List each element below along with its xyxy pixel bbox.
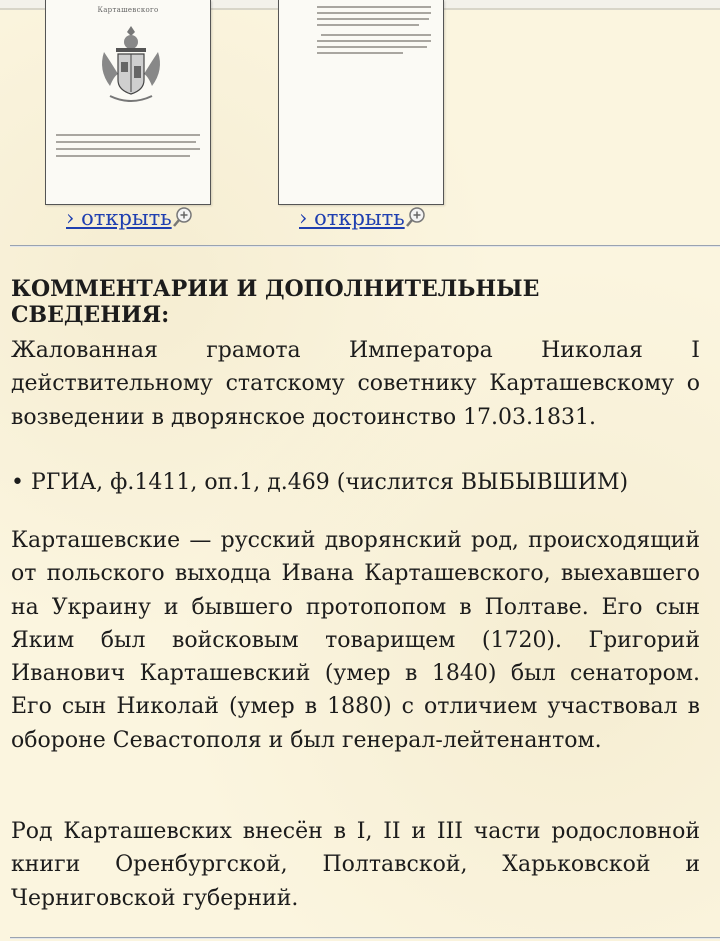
open-scan-link[interactable] [299,206,427,234]
family-history-paragraph: Карташевские — русский дворянский род, происходящий от польского выходца Ивана Карташевского, выехавшего на Украину и бывшего протопопом в Полтаве. Его сын Яким был войсковым товарищем (1720). Григорий Иванович Карташевский (умер в 1840) был сенатором. Его сын Николай (умер в 1880) с отличием участвовал в обороне Севастополя и был генерал-лейтенантом. [11,528,700,753]
open-link-label: › открыть [66,206,172,230]
genealogy-paragraph: Род Карташевских внесён в I, II и III части родословной книги Оренбургской, Полтавской, Харьковской и Черниговской губерний. [11,819,700,911]
comments-heading: КОММЕНТАРИИ И ДОПОЛНИТЕЛЬНЫЕ СВЕДЕНИЯ: [11,276,540,328]
archive-reference: • РГИА, ф.1411, оп.1, д.469 (числится ВЫБЫВШИМ) [11,470,629,495]
scan-header-text: Карташевского [97,6,159,14]
section-divider [10,245,720,247]
coat-of-arms-image [96,22,166,122]
text-page-scan-thumbnail[interactable] [278,0,444,205]
coat-of-arms-scan-thumbnail[interactable] [45,0,211,205]
grant-paragraph: Жалованная грамота Императора Николая I действительному статскому советнику Карташевскому о возведении в дворянское достоинство 17.03.1831. [11,338,700,430]
zoom-in-icon [172,206,194,228]
open-link-label: › открыть [299,206,405,230]
zoom-in-icon [405,206,427,228]
bottom-divider [10,937,720,939]
open-scan-link[interactable] [66,206,194,234]
